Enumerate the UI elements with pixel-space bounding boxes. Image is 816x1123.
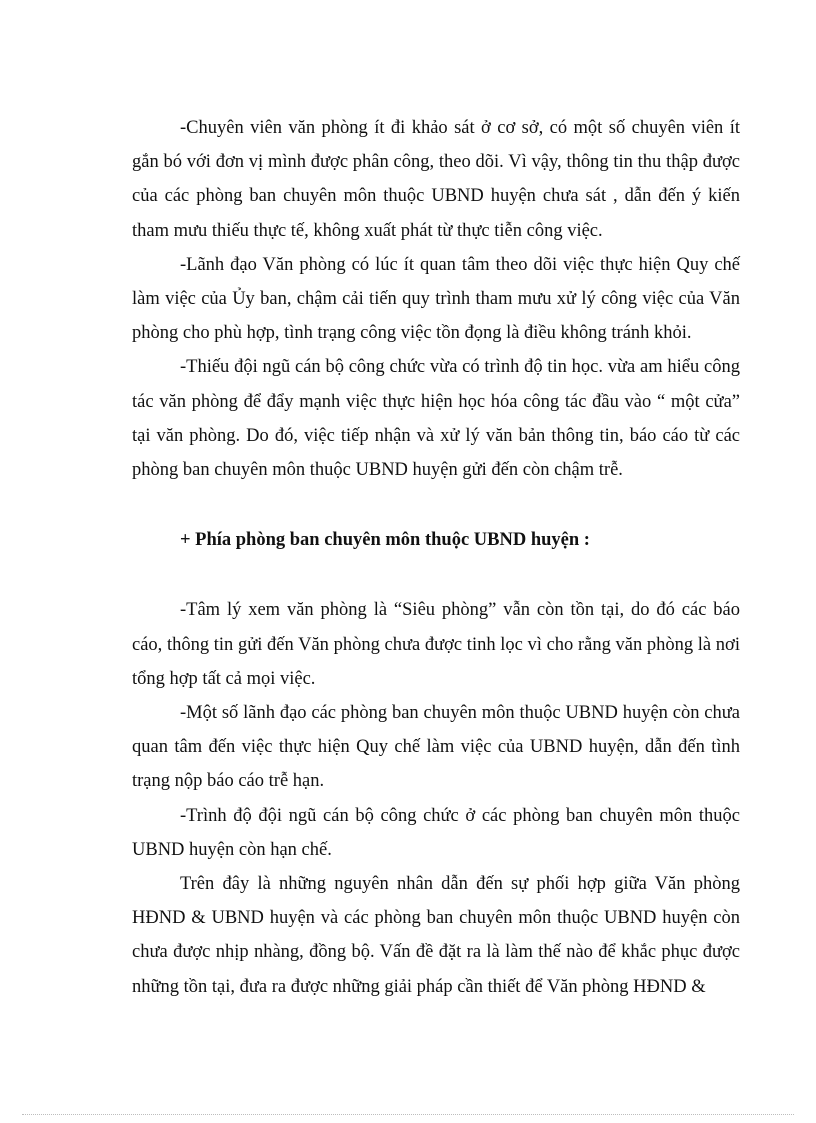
paragraph-office-3: -Thiếu đội ngũ cán bộ công chức vừa có trình độ tin học. vừa am hiểu công tác văn phòng để đẩy mạnh việc thực hiện học hóa công tác đầu vào “ một cửa” tại văn phòng. Do đó, việc tiếp nhận và xử lý văn bản thông tin, báo cáo từ các phòng ban chuyên môn thuộc UBND huyện gửi đến còn chậm trễ. (132, 357, 740, 481)
paragraph-departments-1: -Tâm lý xem văn phòng là “Siêu phòng” vẫn còn tồn tại, do đó các báo cáo, thông tin gửi đến Văn phòng chưa được tinh lọc vì cho rằng văn phòng là nơi tổng hợp tất cả mọi việc. (132, 600, 740, 689)
paragraph-departments-3: -Trình độ đội ngũ cán bộ công chức ở các phòng ban chuyên môn thuộc UBND huyện còn hạn chế. (132, 805, 740, 860)
document-body (132, 111, 740, 1004)
paragraph-office-1: -Chuyên viên văn phòng ít đi khảo sát ở cơ sở, có một số chuyên viên ít gắn bó với đơn vị mình được phân công, theo dõi. Vì vậy, thông tin thu thập được của các phòng ban chuyên môn thuộc UBND huyện chưa sát , dẫn đến ý kiến tham mưu thiếu thực tế, không xuất phát từ thực tiễn công việc. (132, 118, 740, 241)
page-bottom-divider (22, 1114, 794, 1115)
paragraph-departments-2: -Một số lãnh đạo các phòng ban chuyên môn thuộc UBND huyện còn chưa quan tâm đến việc thực hiện Quy chế làm việc của UBND huyện, dẫn đến tình trạng nộp báo cáo trễ hạn. (132, 703, 740, 792)
section-heading: + Phía phòng ban chuyên môn thuộc UBND huyện : (180, 530, 590, 551)
paragraph-conclusion: Trên đây là những nguyên nhân dẫn đến sự phối hợp giữa Văn phòng HĐND & UBND huyện và các phòng ban chuyên môn thuộc UBND huyện còn chưa được nhịp nhàng, đồng bộ. Vấn đề đặt ra là làm thế nào để khắc phục được những tồn tại, đưa ra được những giải pháp cần thiết để Văn phòng HĐND & (132, 874, 740, 997)
paragraph-office-2: -Lãnh đạo Văn phòng có lúc ít quan tâm theo dõi việc thực hiện Quy chế làm việc của Ủy ban, chậm cải tiến quy trình tham mưu xử lý công việc của Văn phòng cho phù hợp, tình trạng công việc tồn đọng là điều không tránh khỏi. (132, 254, 740, 344)
